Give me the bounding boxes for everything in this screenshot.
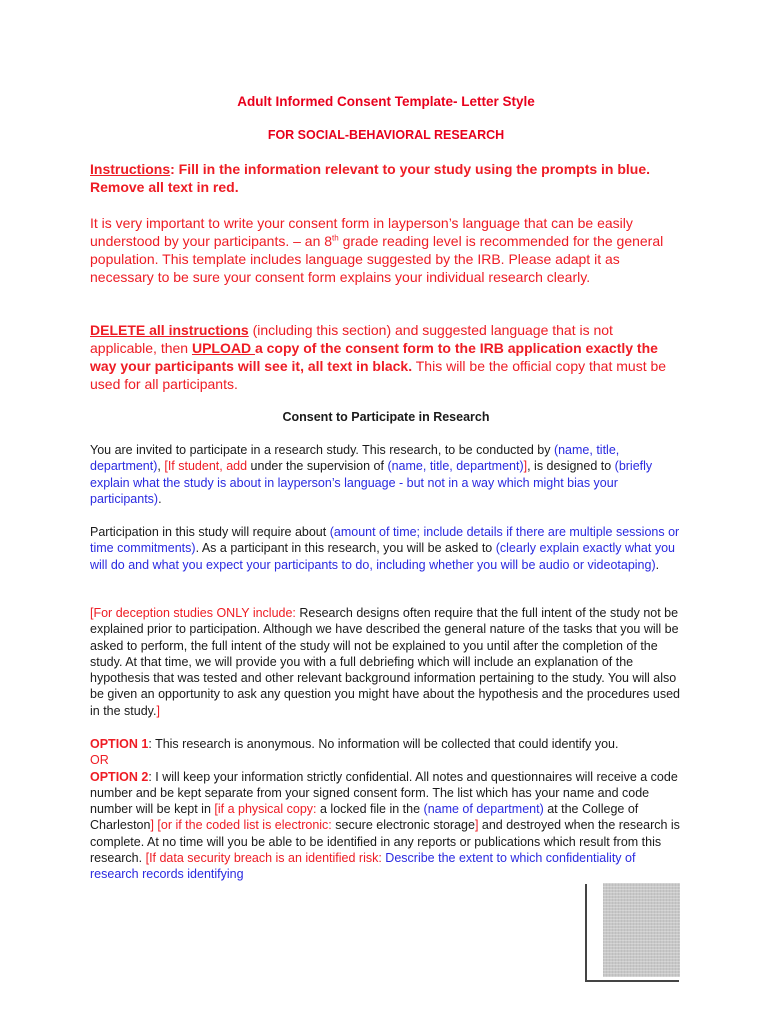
participation-prompt: (amount of time; include details if there are multiple sessions or time commitments) [90, 525, 680, 556]
confidentiality-paragraph [90, 736, 682, 883]
or-label: OR [90, 753, 109, 768]
important-text-2: grade reading level is recommended for the general population. This template includes language suggested by the IRB. Please adapt it as necessary to be sure your consent form explains your individual research clearly. [90, 233, 664, 285]
deception-text: Research designs often require that the full intent of the study not be explained prior to participation. Although we have described the general nature of the tasks that you will be asked to perform, the full intent of the study will not be explained to you until after the completion of the study. At that time, we will provide you with a full debriefing which will include an explanation of the hypothesis that was tested and other relevant background information pertaining to the study. You will also be given an opportunity to ask any question you might have about the hypothesis and the procedures used in the study. [90, 606, 680, 718]
invite-text: . [158, 491, 162, 506]
option-2-text: : I will keep your information strictly confidential. All notes and questionnaires will receive a code number and be kept separate from your signed consent form. The list which has your name and code number will be kept in [90, 769, 678, 817]
participation-text: . As a participant in this research, you will be asked to [195, 541, 496, 556]
invite-instruction: ] [523, 459, 528, 474]
option-text: at the College of Charleston [90, 802, 639, 833]
instructions-paragraph [90, 160, 682, 196]
option-1-label: OPTION 1 [90, 737, 149, 751]
instructions-text: : Fill in the information relevant to your study using the prompts in blue. Remove all text in red. [90, 161, 651, 195]
invitation-paragraph [90, 442, 682, 507]
option-text: secure electronic storage [331, 818, 475, 833]
participation-prompt: (clearly explain exactly what you will do and what you expect your participants to do, including whether you will be audio or videotaping) [90, 541, 675, 572]
upload-label: UPLOAD [191, 340, 255, 356]
invite-instruction: [If student, add [164, 459, 248, 474]
delete-instructions-paragraph [90, 321, 682, 393]
delete-text-2: a copy of the consent form to the IRB application exactly the way your participants will see it, all text in black. [90, 340, 658, 374]
page-thumbnail-preview[interactable] [603, 883, 680, 977]
option-instruction: ] [474, 818, 479, 833]
participation-paragraph [90, 524, 682, 573]
invite-text: , is designed to [527, 459, 615, 474]
invite-prompt: (name, title, department) [90, 443, 620, 474]
instructions-label: Instructions [90, 161, 171, 177]
invite-text: , [157, 459, 165, 474]
deception-paragraph [90, 605, 682, 719]
option-1-text: : This research is anonymous. No information will be collected that could identify you. [148, 737, 619, 751]
consent-heading: Consent to Participate in Research [282, 410, 490, 424]
deception-instruction: ] [156, 703, 160, 718]
delete-text-3: This will be the official copy that must be used for all participants. [90, 358, 667, 392]
delete-text-1: (including this section) and suggested language that is not applicable, then [90, 322, 613, 356]
document-subtitle: FOR SOCIAL-BEHAVIORAL RESEARCH [267, 128, 505, 142]
participation-text: Participation in this study will require about [90, 525, 330, 539]
important-text-1: It is very important to write your consent form in layperson’s language that can be easily understood by your participants. – an 8 [90, 215, 633, 249]
deception-instruction: [For deception studies ONLY include: [90, 606, 296, 620]
important-sup: th [332, 233, 339, 243]
option-instruction: [if a physical copy: [214, 802, 317, 817]
option-2-label: OPTION 2 [90, 769, 149, 784]
option-instruction: [If data security breach is an identified risk: [145, 851, 382, 866]
invite-prompt: (name, title, department) [387, 459, 524, 474]
invite-text: You are invited to participate in a research study. This research, to be conducted by [90, 443, 554, 457]
invite-text: under the supervision of [247, 459, 388, 474]
invite-prompt: (briefly explain what the study is about in layperson’s language - but not in a way which might bias your participants) [90, 459, 653, 506]
participation-text: . [655, 557, 660, 572]
option-instruction: ] [or if the coded list is electronic: [150, 818, 332, 833]
option-text: a locked file in the [316, 802, 424, 817]
option-text: and destroyed when the research is complete. At no time will you be able to be identified in any reports or publications which result from this research. [90, 818, 680, 866]
layperson-language-paragraph [90, 214, 682, 286]
option-prompt: Describe the extent to which confidentiality of research records identifying [90, 851, 636, 882]
option-prompt: (name of department) [423, 802, 544, 817]
document-title: Adult Informed Consent Template- Letter Style [237, 94, 535, 109]
delete-label: DELETE all instructions [90, 322, 249, 338]
